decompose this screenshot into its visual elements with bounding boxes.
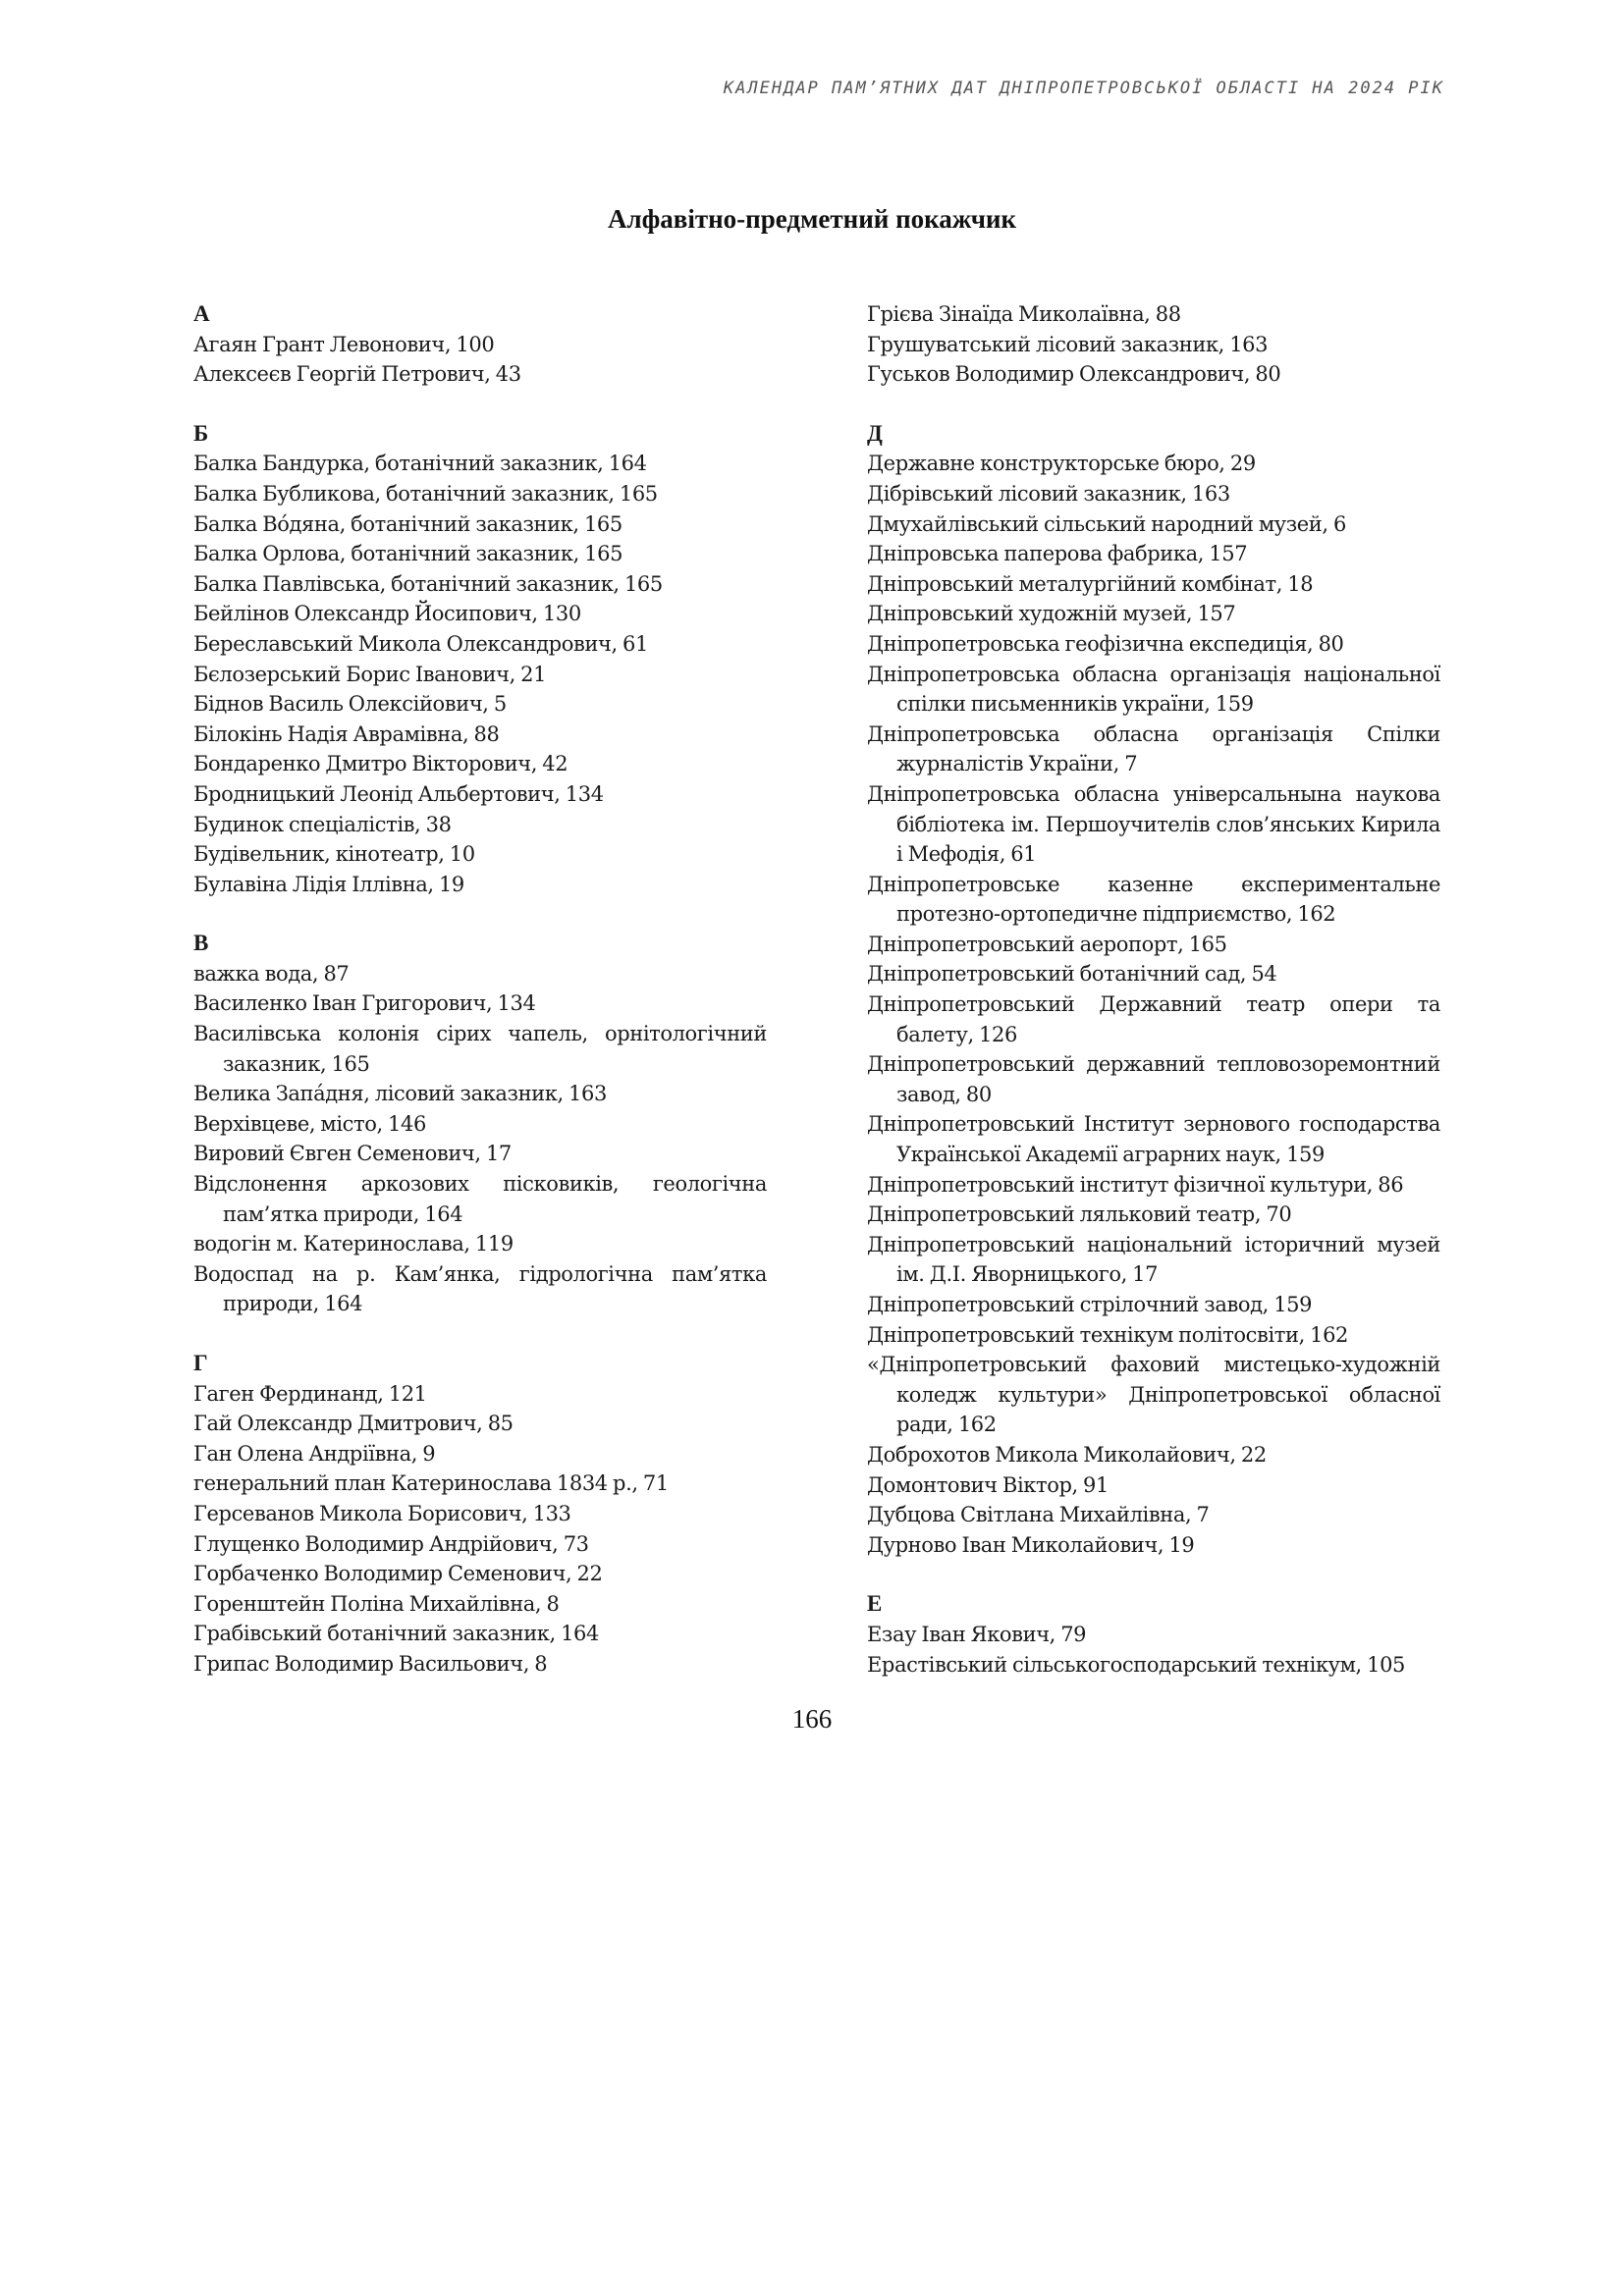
index-entry: Береславський Микола Олександрович, 61 xyxy=(193,631,648,656)
index-entry: Дніпропетровський національний історичний музей ім. Д.І. Яворницького, 17 xyxy=(867,1232,1440,1287)
index-entry: Дурново Іван Миколайович, 19 xyxy=(867,1532,1195,1557)
index-column-right xyxy=(867,299,1440,1709)
index-entry: Дніпровський художній музей, 157 xyxy=(867,602,1236,626)
index-entry: Дніпропетровська обласна організація Спілки журналістів України, 7 xyxy=(867,721,1440,776)
index-entry: Гуськов Володимир Олександрович, 80 xyxy=(867,362,1281,387)
index-column-left xyxy=(193,299,767,1709)
index-entry: Дніпропетровський стрілочний завод, 159 xyxy=(867,1293,1313,1316)
section-letter: Е xyxy=(867,1591,883,1617)
index-entry: Дніпропетровська обласна універсальнына наукова бібліотека ім. Першоучителів слов’янських Кирила і Мефодія, 61 xyxy=(867,781,1440,867)
index-entry: Грушуватський лісовий заказник, 163 xyxy=(867,332,1269,356)
running-header: КАЛЕНДАР ПАМ’ЯТНИХ ДАТ ДНІПРОПЕТРОВСЬКОЇ ОБЛАСТІ НА 2024 РІК xyxy=(723,79,1444,98)
index-entry: «Дніпропетровський фаховий мистецько-художній коледж культури» Дніпропетровської обласної ради, 162 xyxy=(867,1353,1440,1437)
section-letter: В xyxy=(193,931,209,956)
index-entry: Ган Олена Андріївна, 9 xyxy=(193,1441,436,1466)
index-entry: Дмухайлівський сільський народний музей, 6 xyxy=(867,511,1346,536)
index-entry: Гаген Фердинанд, 121 xyxy=(193,1381,427,1406)
index-entry: Дніпропетровський інститут фізичної культури, 86 xyxy=(867,1172,1404,1197)
index-entry: Бейлінов Олександр Йосипович, 130 xyxy=(193,602,581,626)
index-entry: Державне конструкторське бюро, 29 xyxy=(867,452,1256,476)
index-entry: Гай Олександр Дмитрович, 85 xyxy=(193,1412,514,1436)
index-entry: Відслонення аркозових пісковиків, геологічна пам’ятка природи, 164 xyxy=(193,1172,767,1226)
index-entry: Алексеєв Георгій Петрович, 43 xyxy=(193,362,521,387)
page-number: 166 xyxy=(791,1704,833,1734)
index-entry: Балка Бандурка, ботанічний заказник, 164 xyxy=(193,452,647,476)
index-entry: Водоспад на р. Кам’янка, гідрологічна пам’ятка природи, 164 xyxy=(193,1261,767,1316)
index-entry: Балка Павлівська, ботанічний заказник, 165 xyxy=(193,571,663,596)
index-entry: Балка Вóдяна, ботанічний заказник, 165 xyxy=(193,511,623,536)
index-entry: генеральний план Катеринослава 1834 р., 71 xyxy=(193,1471,669,1496)
index-entry: Дніпропетровський державний тепловозоремонтний завод, 80 xyxy=(867,1052,1440,1106)
index-entry: Верхівцеве, місто, 146 xyxy=(193,1111,426,1136)
index-section xyxy=(193,1349,767,1680)
index-section xyxy=(193,929,767,1319)
index-section xyxy=(867,1589,1440,1680)
index-entry: Дніпропетровський Державний театр опери та балету, 126 xyxy=(867,992,1440,1046)
section-letter: Г xyxy=(193,1351,208,1375)
index-entry: Вировий Євген Семенович, 17 xyxy=(193,1142,512,1166)
index-entry: Василенко Іван Григорович, 134 xyxy=(193,991,536,1016)
index-section xyxy=(867,419,1440,1561)
index-entry: Езау Іван Якович, 79 xyxy=(867,1622,1087,1646)
index-entry: Доброхотов Микола Миколайович, 22 xyxy=(867,1442,1267,1467)
index-entry: Біднов Василь Олексійович, 5 xyxy=(193,692,507,717)
index-entry: Герсеванов Микола Борисович, 133 xyxy=(193,1501,571,1525)
index-entry: Василівська колонія сірих чапель, орнітологічний заказник, 165 xyxy=(193,1022,767,1076)
index-entry: Дубцова Світлана Михайлівна, 7 xyxy=(867,1503,1210,1527)
index-entry: водогін м. Катеринослава, 119 xyxy=(193,1232,514,1256)
index-entry: Дніпровська паперова фабрика, 157 xyxy=(867,542,1248,566)
index-entry: Грипас Володимир Васильович, 8 xyxy=(193,1651,548,1676)
section-letter: А xyxy=(193,301,210,326)
index-entry: Горбаченко Володимир Семенович, 22 xyxy=(193,1562,603,1586)
index-entry: Балка Орлова, ботанічний заказник, 165 xyxy=(193,542,623,566)
index-section xyxy=(193,299,767,390)
index-entry: важка вода, 87 xyxy=(193,961,350,986)
index-entry: Горенштейн Поліна Михайлівна, 8 xyxy=(193,1591,560,1616)
page-title: Алфавітно-предметний покажчик xyxy=(607,204,1017,234)
index-entry: Велика Запáдня, лісовий заказник, 163 xyxy=(193,1082,607,1106)
index-entry: Бєлозерський Борис Іванович, 21 xyxy=(193,662,547,686)
index-entry: Будівельник, кінотеатр, 10 xyxy=(193,842,475,867)
index-entry: Бродницький Леонід Альбертович, 134 xyxy=(193,781,604,806)
index-entry: Дніпровський металургійний комбінат, 18 xyxy=(867,571,1314,596)
index-entry: Агаян Грант Левонович, 100 xyxy=(193,332,495,356)
index-entry: Грабівський ботанічний заказник, 164 xyxy=(193,1622,599,1646)
index-entry: Дніпропетровський ляльковий театр, 70 xyxy=(867,1202,1292,1227)
index-entry: Дніпропетровський технікум політосвіти, 162 xyxy=(867,1322,1349,1347)
index-entry: Глущенко Володимир Андрійович, 73 xyxy=(193,1531,589,1556)
index-entry: Бондаренко Дмитро Вікторович, 42 xyxy=(193,752,568,776)
index-section xyxy=(193,419,767,900)
index-entry: Білокінь Надія Аврамівна, 88 xyxy=(193,721,500,746)
index-entry: Будинок спеціалістів, 38 xyxy=(193,812,452,836)
index-entry: Грієва Зінаїда Миколаївна, 88 xyxy=(867,302,1181,326)
index-entry: Дібрівський лісовий заказник, 163 xyxy=(867,481,1230,506)
index-entry: Ерастівський сільськогосподарський технікум, 105 xyxy=(867,1652,1405,1677)
index-entry: Балка Бубликова, ботанічний заказник, 165 xyxy=(193,481,658,506)
index-entry: Дніпропетровська геофізична експедиція, 80 xyxy=(867,631,1344,656)
index-entry: Дніпропетровське казенне експериментальне протезно-ортопедичне підприємство, 162 xyxy=(867,872,1440,927)
index-section xyxy=(867,299,1440,390)
index-entry: Дніпропетровський ботанічний сад, 54 xyxy=(867,962,1277,987)
index-entry: Булавіна Лідія Іллівна, 19 xyxy=(193,872,464,896)
index-entry: Дніпропетровський Інститут зернового господарства Української Академії аграрних наук, 159 xyxy=(867,1112,1440,1167)
index-entry: Дніпропетровська обласна організація національної спілки письменників україни, 159 xyxy=(867,662,1440,717)
index-entry: Домонтович Віктор, 91 xyxy=(867,1472,1109,1497)
index-entry: Дніпропетровський аеропорт, 165 xyxy=(867,932,1227,956)
section-letter: Д xyxy=(867,420,883,446)
section-letter: Б xyxy=(193,420,209,446)
